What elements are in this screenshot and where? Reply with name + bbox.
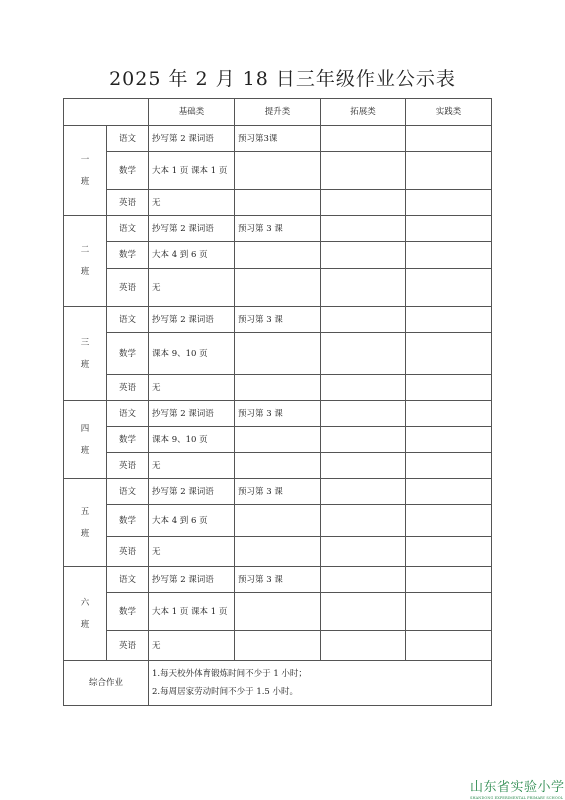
class-name-cell (64, 401, 107, 479)
class-name-bottom: 班 (80, 528, 90, 539)
class-name-bottom: 班 (80, 619, 90, 630)
extended-homework-cell (321, 216, 406, 242)
subject-cell: 数学 (107, 333, 149, 375)
practice-homework-cell (406, 307, 492, 333)
practice-homework-cell (406, 242, 492, 269)
advanced-homework-cell (235, 333, 321, 375)
advanced-homework-cell (235, 427, 321, 453)
extended-homework-cell (321, 537, 406, 567)
basic-homework-cell: 课本 9、10 页 (149, 333, 235, 375)
subject-cell: 数学 (107, 242, 149, 269)
extended-homework-cell (321, 505, 406, 537)
subject-cell: 英语 (107, 190, 149, 216)
class-row (64, 479, 492, 505)
advanced-homework-cell (235, 152, 321, 190)
class-name-cell (64, 479, 107, 567)
subject-cell: 英语 (107, 269, 149, 307)
class-row (64, 453, 492, 479)
practice-homework-cell (406, 375, 492, 401)
subject-cell: 语文 (107, 216, 149, 242)
class-row (64, 537, 492, 567)
basic-homework-cell: 抄写第 2 课词语 (149, 307, 235, 333)
subject-cell: 英语 (107, 453, 149, 479)
advanced-homework-cell: 预习第 3 课 (235, 401, 321, 427)
subject-cell: 数学 (107, 152, 149, 190)
class-row (64, 216, 492, 242)
class-row (64, 333, 492, 375)
subject-cell: 语文 (107, 479, 149, 505)
header-basic: 基础类 (149, 99, 235, 126)
advanced-homework-cell: 预习第 3 课 (235, 567, 321, 593)
subject-cell: 数学 (107, 427, 149, 453)
class-name-bottom: 班 (80, 267, 90, 277)
class-row (64, 242, 492, 269)
practice-homework-cell (406, 505, 492, 537)
extended-homework-cell (321, 333, 406, 375)
class-row (64, 152, 492, 190)
summary-row (64, 661, 492, 706)
extended-homework-cell (321, 307, 406, 333)
extended-homework-cell (321, 401, 406, 427)
subject-cell: 英语 (107, 631, 149, 661)
class-row (64, 593, 492, 631)
school-logo-english: SHANDONG EXPERIMENTAL PRIMARY SCHOOL (470, 796, 564, 800)
subject-cell: 数学 (107, 505, 149, 537)
basic-homework-cell: 抄写第 2 课词语 (149, 479, 235, 505)
basic-homework-cell: 大本 1 页 课本 1 页 (149, 152, 235, 190)
advanced-homework-cell (235, 242, 321, 269)
extended-homework-cell (321, 242, 406, 269)
practice-homework-cell (406, 427, 492, 453)
extended-homework-cell (321, 427, 406, 453)
basic-homework-cell: 抄写第 2 课词语 (149, 126, 235, 152)
header-advanced: 提升类 (235, 99, 321, 126)
practice-homework-cell (406, 216, 492, 242)
basic-homework-cell: 无 (149, 190, 235, 216)
summary-content (149, 661, 492, 706)
practice-homework-cell (406, 453, 492, 479)
advanced-homework-cell: 预习第 3 课 (235, 216, 321, 242)
summary-line: 2.每周居家劳动时间不少于 1.5 小时。 (152, 687, 299, 697)
school-logo-name: 山东省实验小学 (470, 780, 565, 795)
class-name-top: 一 (80, 154, 90, 165)
class-name-bottom: 班 (80, 176, 90, 187)
subject-cell: 语文 (107, 567, 149, 593)
homework-table (63, 98, 492, 706)
practice-homework-cell (406, 631, 492, 661)
advanced-homework-cell (235, 537, 321, 567)
advanced-homework-cell (235, 631, 321, 661)
extended-homework-cell (321, 479, 406, 505)
basic-homework-cell: 大本 4 到 6 页 (149, 242, 235, 269)
school-logo (470, 776, 565, 800)
extended-homework-cell (321, 152, 406, 190)
class-row (64, 190, 492, 216)
advanced-homework-cell (235, 505, 321, 537)
practice-homework-cell (406, 593, 492, 631)
class-name-bottom: 班 (80, 359, 90, 370)
basic-homework-cell: 大本 4 到 6 页 (149, 505, 235, 537)
advanced-homework-cell (235, 375, 321, 401)
practice-homework-cell (406, 567, 492, 593)
practice-homework-cell (406, 152, 492, 190)
basic-homework-cell: 抄写第 2 课词语 (149, 216, 235, 242)
practice-homework-cell (406, 126, 492, 152)
class-name-top: 五 (80, 506, 90, 517)
subject-cell: 英语 (107, 537, 149, 567)
basic-homework-cell: 抄写第 2 课词语 (149, 567, 235, 593)
class-name-cell (64, 307, 107, 401)
extended-homework-cell (321, 453, 406, 479)
class-row (64, 401, 492, 427)
basic-homework-cell: 无 (149, 631, 235, 661)
class-name-top: 三 (80, 337, 90, 348)
advanced-homework-cell: 预习第 3 课 (235, 307, 321, 333)
practice-homework-cell (406, 333, 492, 375)
extended-homework-cell (321, 269, 406, 307)
class-row (64, 126, 492, 152)
subject-cell: 语文 (107, 126, 149, 152)
header-practice: 实践类 (406, 99, 492, 126)
advanced-homework-cell (235, 190, 321, 216)
summary-line: 1.每天校外体育锻炼时间不少于 1 小时； (152, 669, 307, 679)
basic-homework-cell: 大本 1 页 课本 1 页 (149, 593, 235, 631)
header-extended: 拓展类 (321, 99, 406, 126)
class-name-cell (64, 567, 107, 661)
basic-homework-cell: 抄写第 2 课词语 (149, 401, 235, 427)
extended-homework-cell (321, 567, 406, 593)
subject-cell: 英语 (107, 375, 149, 401)
subject-cell: 语文 (107, 307, 149, 333)
summary-label: 综合作业 (64, 661, 149, 706)
basic-homework-cell: 无 (149, 269, 235, 307)
basic-homework-cell: 无 (149, 453, 235, 479)
practice-homework-cell (406, 401, 492, 427)
class-name-top: 二 (80, 245, 90, 255)
extended-homework-cell (321, 593, 406, 631)
advanced-homework-cell: 预习第 3 课 (235, 479, 321, 505)
practice-homework-cell (406, 479, 492, 505)
class-row (64, 375, 492, 401)
class-row (64, 505, 492, 537)
extended-homework-cell (321, 375, 406, 401)
class-name-top: 六 (80, 597, 90, 608)
page-title: 2025 年 2 月 18 日三年级作业公示表 (109, 68, 456, 90)
class-name-cell (64, 216, 107, 307)
class-row (64, 567, 492, 593)
extended-homework-cell (321, 126, 406, 152)
class-name-cell (64, 126, 107, 216)
basic-homework-cell: 无 (149, 375, 235, 401)
advanced-homework-cell (235, 453, 321, 479)
advanced-homework-cell (235, 269, 321, 307)
header-row (64, 99, 492, 126)
class-name-top: 四 (80, 423, 90, 434)
class-row (64, 269, 492, 307)
header-blank-cell (64, 99, 149, 126)
basic-homework-cell: 课本 9、10 页 (149, 427, 235, 453)
class-row (64, 631, 492, 661)
class-name-bottom: 班 (80, 445, 90, 456)
practice-homework-cell (406, 269, 492, 307)
class-row (64, 427, 492, 453)
practice-homework-cell (406, 190, 492, 216)
subject-cell: 数学 (107, 593, 149, 631)
subject-cell: 语文 (107, 401, 149, 427)
practice-homework-cell (406, 537, 492, 567)
advanced-homework-cell: 预习第3课 (235, 126, 321, 152)
basic-homework-cell: 无 (149, 537, 235, 567)
extended-homework-cell (321, 631, 406, 661)
class-row (64, 307, 492, 333)
advanced-homework-cell (235, 593, 321, 631)
extended-homework-cell (321, 190, 406, 216)
